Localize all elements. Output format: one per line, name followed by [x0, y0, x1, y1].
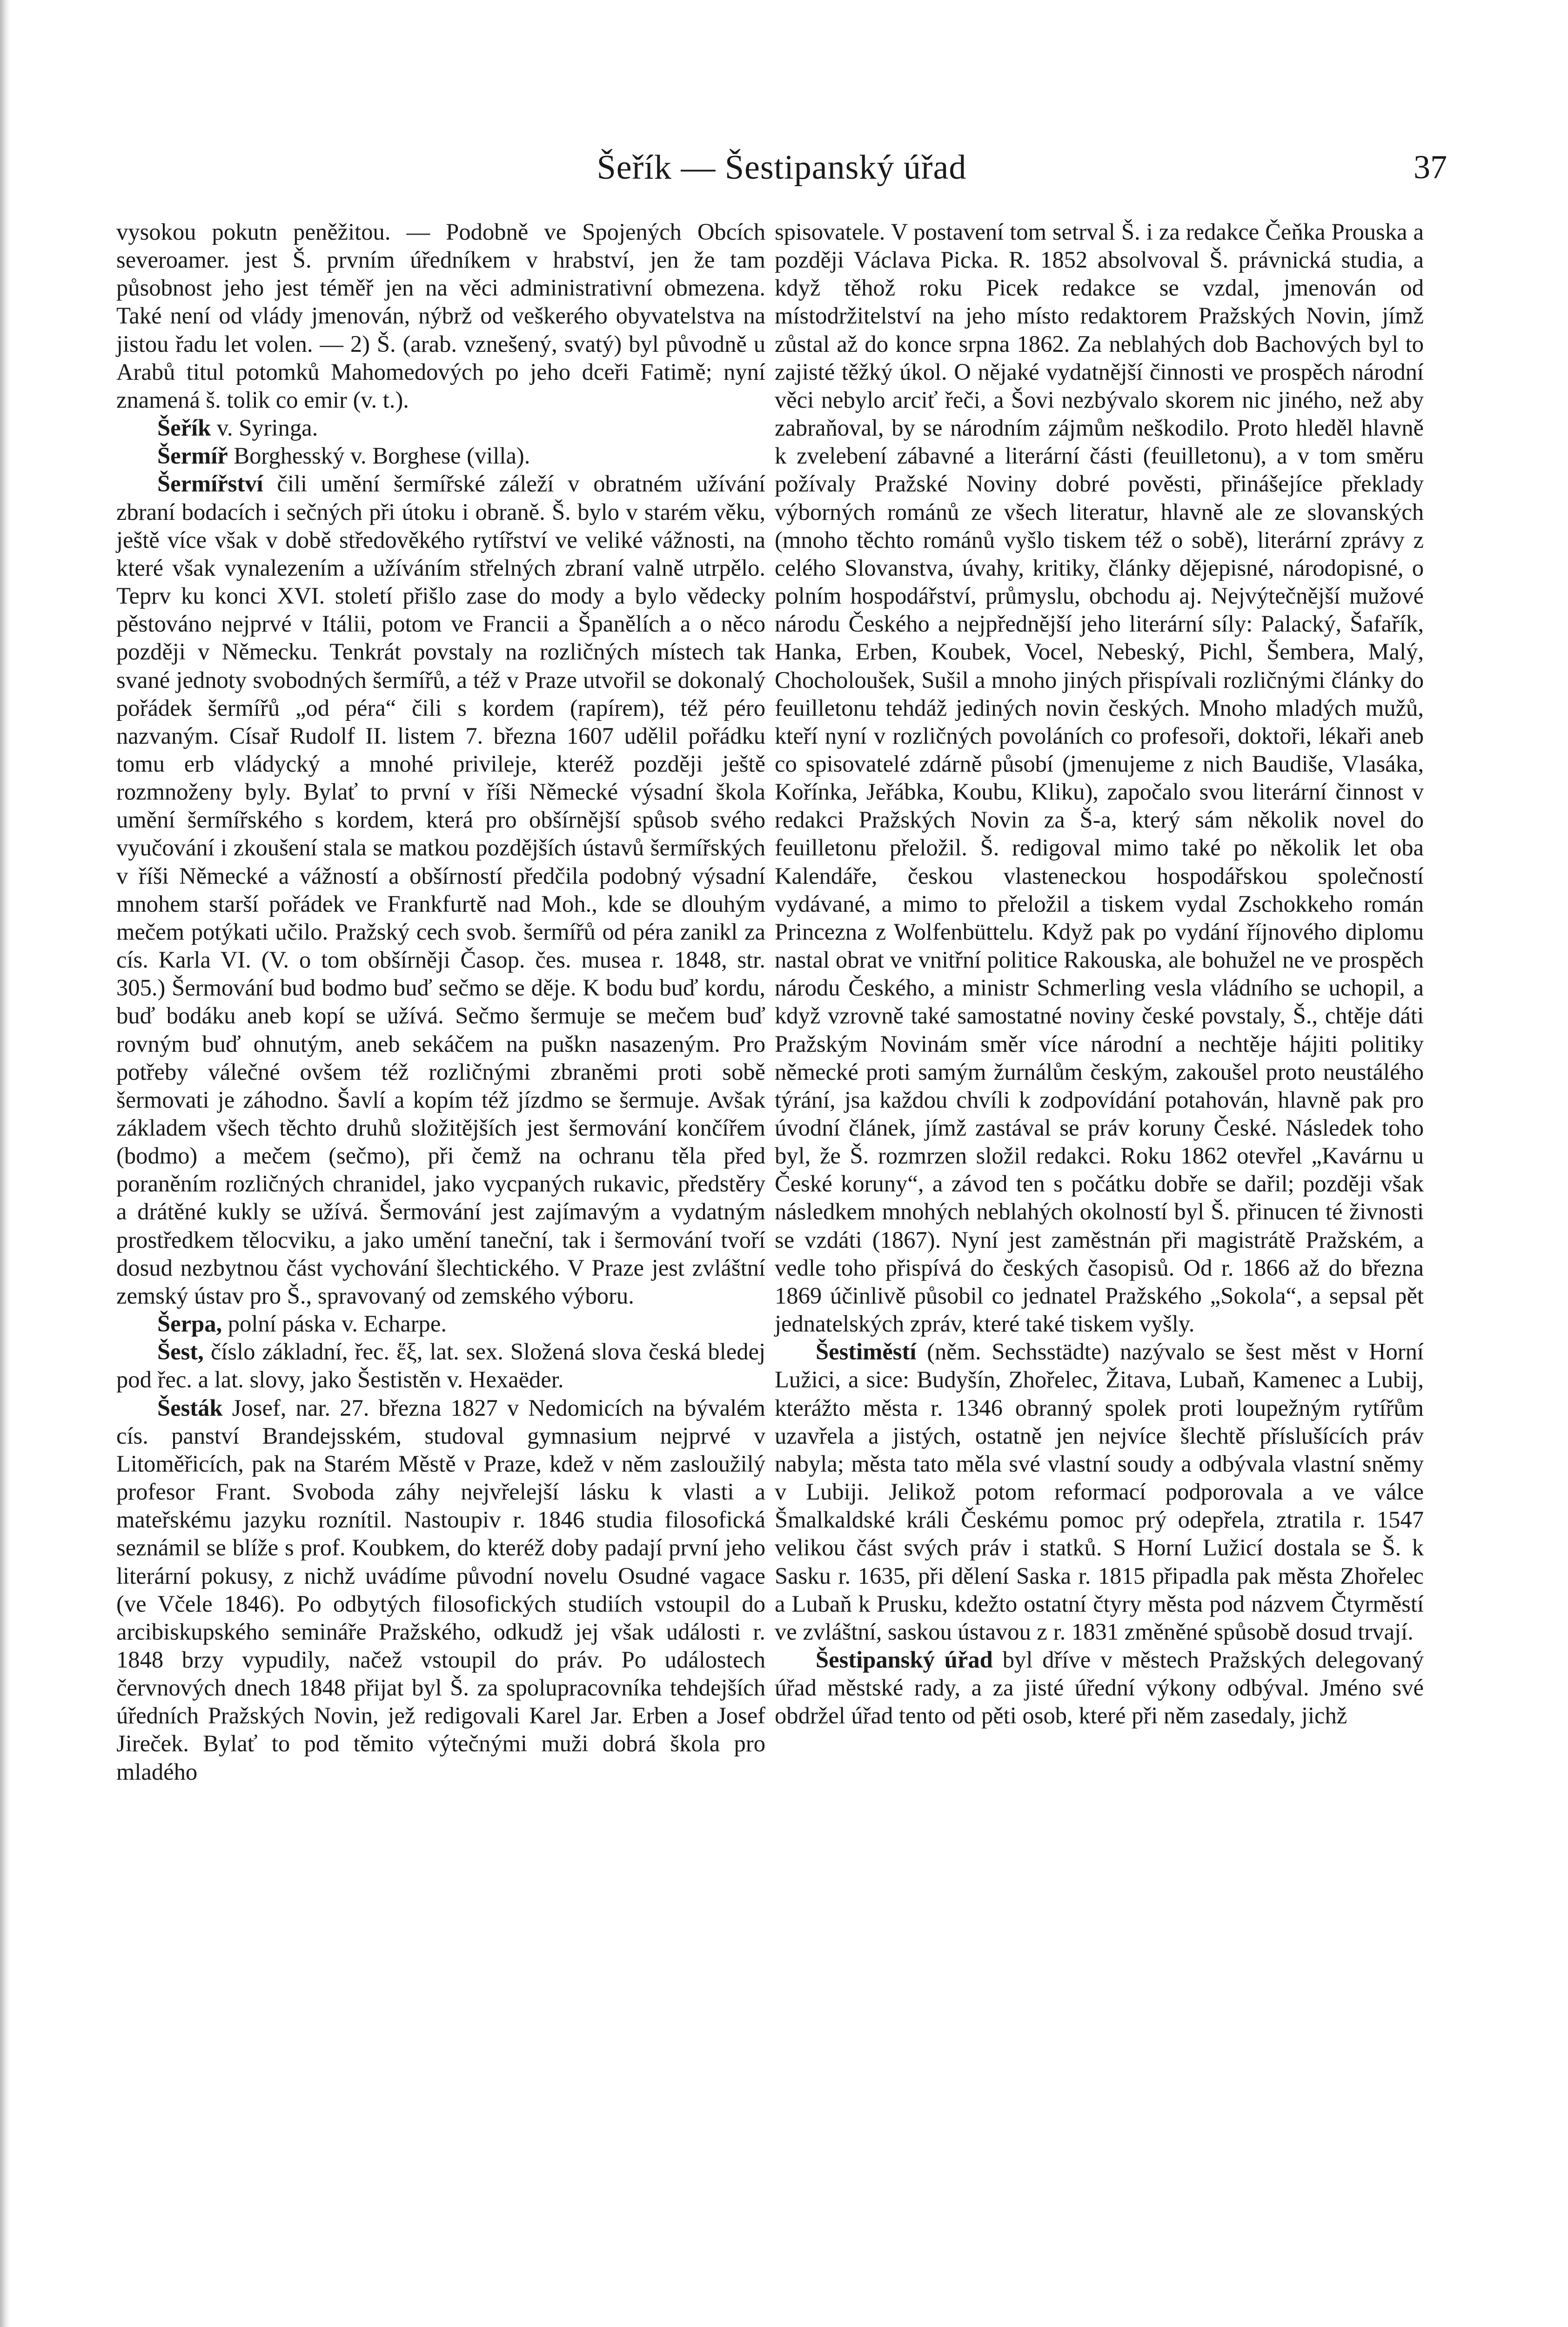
paragraph-text: spisovatele. V postavení tom setrval Š. i za redakce Čeňka Prouska a později Václava Picka. R. 1852 absolvoval Š. právnická studia, a když těhož roku Picek redakce se vzdal, jmenován od místodržitelství na jeho místo redaktorem Pražských Novin, jímž zůstal až do konce srpna 1862. Za neblahých dob Bachových byl to zajisté těžký úkol. O nějaké vydatnější činnosti ve prospěch národní věci nebylo arciť řeči, a Šovi nezbývalo skorem nic jiného, než aby zabraňoval, by se národním zájmům neškodilo. Proto hleděl hlavně k zvelebení zábavné a literární části (feuilletonu), a v tom směru požívaly Pražské Noviny dobré pověsti, přinášejíce překlady výborných románů ze všech literatur, hlavně ale ze slovanských (mnoho těchto románů vyšlo tiskem též o sobě), literární zprávy z celého Slovanstva, úvahy, kritiky, články dějepisné, národopisné, o polním hospodářství, průmyslu, obchodu aj. Nejvýtečnější mužové národu Českého a nejpřednější jeho literární síly: Palacký, Šafařík, Hanka, Erben, Koubek, Vocel, Nebeský, Pichl, Šembera, Malý, Chocholoušek, Sušil a mnoho jiných přispívali rozličnými články do feuilletonu tehdáž jediných novin českých. Mnoho mladých mužů, kteří nyní v rozličných povoláních co profesoři, doktoři, lékaři aneb co spisovatelé zdárně působí (jmenujeme z nich Baudiše, Vlasáka, Kořínka, Jeřábka, Koubu, Kliku), započalo svou literární činnost v redakci Pražských Novin za Š-a, který sám několik novel do feuilletonu přeložil. Š. redigoval mimo také po několik let oba Kalendáře, českou vlasteneckou hospodářskou společností vydávané, a mimo to přeložil a tiskem vydal Zschokkeho román Princezna z Wolfenbüttelu. Když pak po vydání říjnového diplomu nastal obrat ve vnitřní politice Rakouska, ale bohužel ne ve prospěch národu Českého, a ministr Schmerling vesla vládního se uchopil, a když vzrovně také samostatné noviny české povstaly, Š., chtěje dáti Pražským Novinám směr více národní a nechtěje hájiti politiky německé proti samým žurnálům českým, zakoušel proto neustálého týrání, jsa každou chvíli k zodpovídání potahován, hlavně pak pro úvodní článek, jímž zastával se práv koruny České. Následek toho byl, že Š. rozmrzen složil redakci. Roku 1862 otevřel „Kavárnu u České koruny“, a závod ten s počátku dobře se dařil; později však následkem mnohých neblahých okolností byl Š. přinucen té živnosti se vzdáti (1867). Nyní jest zaměstnán při magistrátě Pražském, a vedle toho přispívá do českých časopisů. Od r. 1866 až do března 1869 účinlivě působil co jednatel Pražského „Sokola“, a sepsal pět jednatelských zpráv, které také tiskem vyšly.	[775, 219, 1424, 1337]
entry-headword: Šermíř	[157, 443, 228, 469]
entry-sest	[116, 1338, 765, 1393]
left-column	[116, 218, 765, 1786]
entry-serpa	[116, 1310, 765, 1338]
entry-headword: Šeřík	[157, 415, 211, 441]
entry-text: čili umění šermířské záleží v obratném užívání zbraní bodacích i sečných při útoku i obraně. Š. bylo v starém věku, ještě více však v době středověkého rytířství ve veliké vážnosti, na které však vynalezením a užíváním střelných zbraní valně utrpělo. Teprv ku konci XVI. století přišlo zase do mody a bylo vědecky pěstováno nejprvé v Itálii, potom ve Francii a Španělích a o něco později v Německu. Tenkrát povstaly na rozličných místech tak svané jednoty svobodných šermířů, a též v Praze utvořil se dokonalý pořádek šermířů „od péra“ čili s kordem (rapírem), též péro nazvaným. Císař Rudolf II. listem 7. března 1607 udělil pořádku tomu erb vládycký a mnohé privileje, kteréž později ještě rozmnoženy byly. Bylať to první v říši Německé výsadní škola umění šermířského s kordem, která pro obšírnější spůsob svého vyučování i zkoušení stala se matkou pozdějších ústavů šermířských v říši Německé a vážností a obšírností předčila podobný výsadní mnohem starší pořádek ve Frankfurtě nad Moh., kde se dlouhým mečem potýkati učilo. Pražský cech svob. šermířů od péra zanikl za cís. Karla VI. (V. o tom obšírněji Časop. čes. musea r. 1848, str. 305.) Šermování bud bodmo buď sečmo se děje. K bodu buď kordu, buď bodáku aneb kopí se užívá. Sečmo šermuje se mečem buď rovným buď ohnutým, aneb sekáčem na puškn nasazeným. Pro potřeby válečné ovšem též rozličnými zbraněmi proti sobě šermovati je záhodno. Šavlí a kopím též jízdmo se šermuje. Avšak základem všech těchto druhů složitějších jest šermování končířem (bodmo) a mečem (sečmo), při čemž na ochranu těla před poraněním rozličných chranidel, jako vycpaných rukavic, předstěry a drátěné kukly se užívá. Šermování jest zajímavým a vydatným prostředkem tělocviku, a jako umění taneční, tak i šermování tvoří dosud nezbytnou část vychování šlechtického. V Praze jest zvláštní zemský ústav pro Š., spravovaný od zemského výboru.	[116, 471, 765, 1309]
entry-text: (něm. Sechsstädte) nazývalo se šest měst v Horní Lužici, a sice: Budyšín, Zhořelec, Žitava, Lubaň, Kamenec a Lubij, kterážto města r. 1346 obranný spolek proti loupežným rytířům uzavřela a jistých, ostatně jen nejvíce šlechtě příslušících práv nabyla; města tato měla své vlastní soudy a odbývala vlastní sněmy v Lubiji. Jelikož potom reformací podporovala a ve válce Šmalkaldské králi Českému pomoc prý odepřela, ztratila r. 1547 velikou část svých práv i statků. S Horní Lužicí dostala se Š. k Sasku r. 1635, při dělení Saska r. 1815 připadla pak města Zhořelec a Lubaň k Prusku, kdežto ostatní čtyry města pod názvem Čtyrměstí ve zvláštní, saskou ústavou z r. 1831 změněné spůsobě dosud trvají.	[775, 1338, 1424, 1645]
entry-headword: Šestiměstí	[816, 1338, 917, 1365]
entry-headword: Šerpa,	[157, 1311, 222, 1337]
entry-text: Borghesský v. Borghese (villa).	[234, 443, 530, 469]
entry-sestak	[116, 1394, 765, 1786]
entry-sermir	[116, 442, 765, 470]
entry-sestipansky-urad	[775, 1646, 1424, 1729]
entry-headword: Šestipanský úřad	[816, 1646, 993, 1673]
entry-sestimesti	[775, 1338, 1424, 1646]
page-header	[116, 148, 1447, 199]
entry-sermirstvi	[116, 470, 765, 1310]
entry-text: byl dříve v městech Pražských delegovaný úřad městské rady, a za jisté úřední výkony odbýval. Jméno své obdržel úřad tento od pěti osob, které při něm zasedaly, jichž	[775, 1646, 1424, 1729]
right-column	[775, 218, 1424, 1729]
paragraph-continuation	[116, 218, 765, 414]
entry-text: polní páska v. Echarpe.	[228, 1311, 447, 1337]
running-title: Šeřík — Šestipanský úřad	[596, 148, 967, 187]
paragraph-continuation	[775, 218, 1424, 1338]
entry-text: Josef, nar. 27. března 1827 v Nedomicích na bývalém cís. panství Brandejsském, studoval gymnasium nejprvé v Litoměřicích, pak na Starém Městě v Praze, kdež v něm zasloužilý profesor Frant. Svoboda záhy nejvřelejší lásku k vlasti a mateřskému jazyku roznítil. Nastoupiv r. 1846 studia filosofická seznámil se blíže s prof. Koubkem, do kteréž doby padají první jeho literární pokusy, z nichž uvádíme původní novelu Osudné vagace (ve Včele 1846). Po odbytých filosofických studiích vstoupil do arcibiskupského semináře Pražského, odkudž jej však události r. 1848 brzy vypudily, načež vstoupil do práv. Po událostech červnových dnech 1848 přijat byl Š. za spolupracovníka tehdejších úředních Pražských Novin, jež redigovali Karel Jar. Erben a Josef Jireček. Bylať to pod těmito výtečnými muži dobrá škola pro mladého	[116, 1394, 765, 1785]
scan-edge	[0, 0, 10, 2327]
entry-headword: Šermířství	[157, 471, 263, 497]
page-number: 37	[1414, 148, 1447, 186]
paragraph-text: vysokou pokutn peněžitou. — Podobně ve Spojených Obcích severoamer. jest Š. prvním úředníkem v hrabství, jen že tam působnost jeho jest téměř jen na věci administrativní obmezena. Také není od vlády jmenován, nýbrž od veškerého obyvatelstva na jistou řadu let volen. — 2) Š. (arab. vznešený, svatý) byl původně u Arabů titul potomků Mahomedových po jeho dceři Fatimě; nyní znamená š. tolik co emir (v. t.).	[116, 219, 765, 413]
entry-text: v. Syringa.	[216, 415, 318, 441]
entry-headword: Šesták	[157, 1394, 223, 1421]
entry-text: číslo základní, řec. ἕξ, lat. sex. Složená slova česká bledej pod řec. a lat. slovy, jako Šestistěn v. Hexaëder.	[116, 1338, 765, 1393]
entry-headword: Šest,	[157, 1338, 204, 1365]
entry-serik	[116, 414, 765, 442]
